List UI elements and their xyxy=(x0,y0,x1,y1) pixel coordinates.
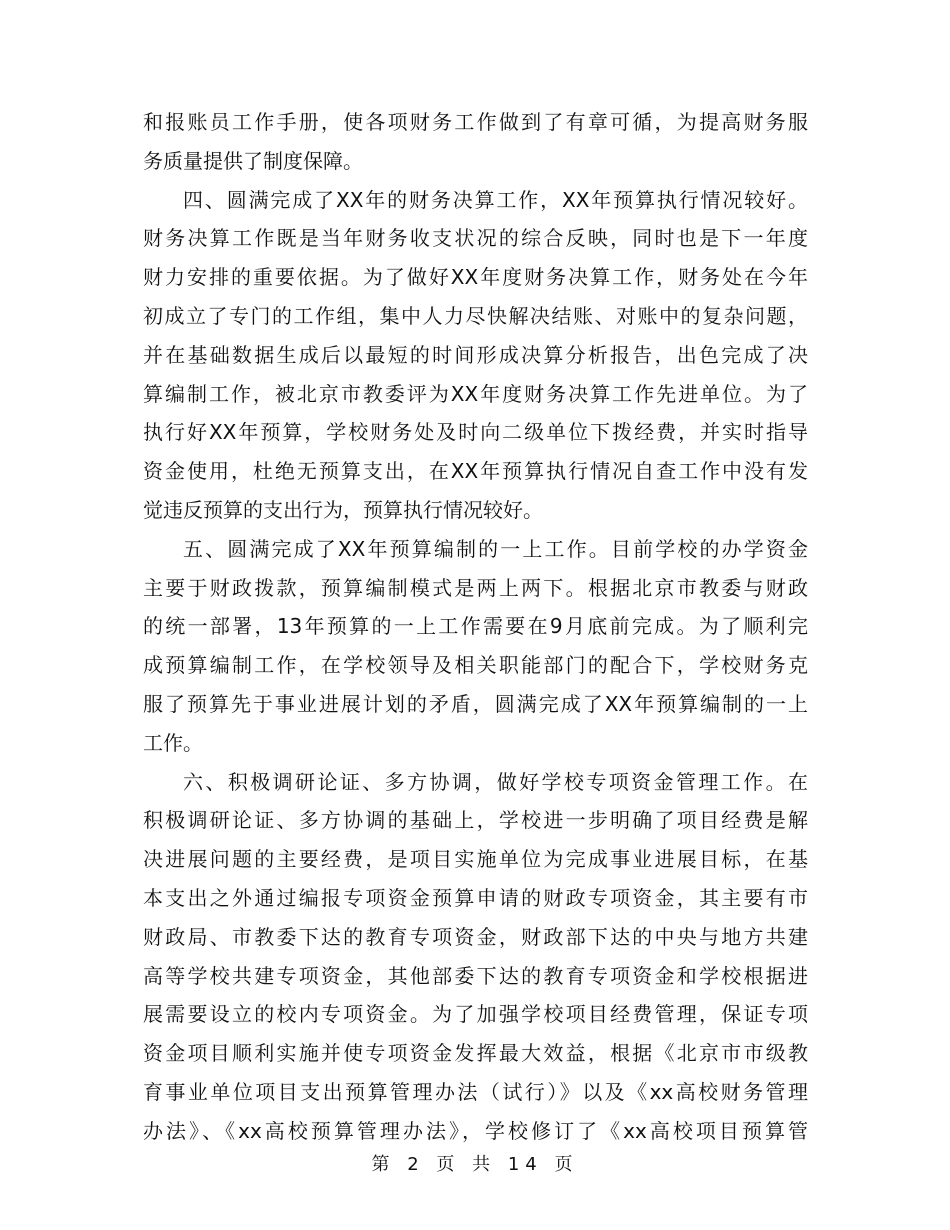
text-line: 算编制工作，被北京市教委评为XX年度财务决算工作先进单位。为了 xyxy=(143,381,808,406)
text-line: 五、圆满完成了XX年预算编制的一上工作。目前学校的办学资金 xyxy=(183,536,808,561)
text-line: 成预算编制工作，在学校领导及相关职能部门的配合下，学校财务克 xyxy=(143,653,808,678)
text-line: 高等学校共建专项资金，其他部委下达的教育专项资金和学校根据进 xyxy=(143,963,808,988)
text-line: 觉违反预算的支出行为，预算执行情况较好。 xyxy=(143,497,543,522)
text-line: 资金项目顺利实施并使专项资金发挥最大效益，根据《北京市市级教 xyxy=(143,1041,808,1066)
text-line: 财政局、市教委下达的教育专项资金，财政部下达的中央与地方共建 xyxy=(143,924,808,949)
text-line: 主要于财政拨款，预算编制模式是两上两下。根据北京市教委与财政 xyxy=(143,575,808,600)
text-line: 服了预算先于事业进展计划的矛盾，圆满完成了XX年预算编制的一上 xyxy=(143,691,808,716)
text-line: 办法》、《xx高校预算管理办法》，学校修订了《xx高校项目预算管 xyxy=(143,1118,808,1143)
page-number-footer: 第 2 页 共 14 页 xyxy=(371,1154,579,1175)
text-line: 本支出之外通过编报专项资金预算申请的财政专项资金，其主要有市 xyxy=(143,885,808,910)
text-line: 财务决算工作既是当年财务收支状况的综合反映，同时也是下一年度 xyxy=(143,226,808,251)
text-line: 展需要设立的校内专项资金。为了加强学校项目经费管理，保证专项 xyxy=(143,1002,808,1027)
text-line: 和报账员工作手册，使各项财务工作做到了有章可循，为提高财务服 xyxy=(143,110,808,134)
text-line: 四、圆满完成了XX年的财务决算工作，XX年预算执行情况较好。 xyxy=(183,187,808,212)
text-line: 积极调研论证、多方协调的基础上，学校进一步明确了项目经费是解 xyxy=(143,808,808,833)
text-line: 务质量提供了制度保障。 xyxy=(143,148,363,173)
text-line: 执行好XX年预算，学校财务处及时向二级单位下拨经费，并实时指导 xyxy=(143,420,808,445)
text-line: 财力安排的重要依据。为了做好XX年度财务决算工作，财务处在今年 xyxy=(143,265,808,290)
body-text xyxy=(143,103,808,1151)
text-line: 初成立了专门的工作组，集中人力尽快解决结账、对账中的复杂问题， xyxy=(143,303,808,328)
text-line: 并在基础数据生成后以最短的时间形成决算分析报告，出色完成了决 xyxy=(143,342,808,367)
text-line: 决进展问题的主要经费，是项目实施单位为完成事业进展目标，在基 xyxy=(143,847,808,872)
text-line: 育事业单位项目支出预算管理办法（试行）》以及《xx高校财务管理 xyxy=(143,1079,808,1104)
text-line: 六、积极调研论证、多方协调，做好学校专项资金管理工作。在 xyxy=(183,769,808,794)
text-line: 工作。 xyxy=(143,730,203,755)
text-line: 资金使用，杜绝无预算支出，在XX年预算执行情况自查工作中没有发 xyxy=(143,459,808,484)
text-line: 的统一部署，13年预算的一上工作需要在9月底前完成。为了顺利完 xyxy=(143,614,808,639)
